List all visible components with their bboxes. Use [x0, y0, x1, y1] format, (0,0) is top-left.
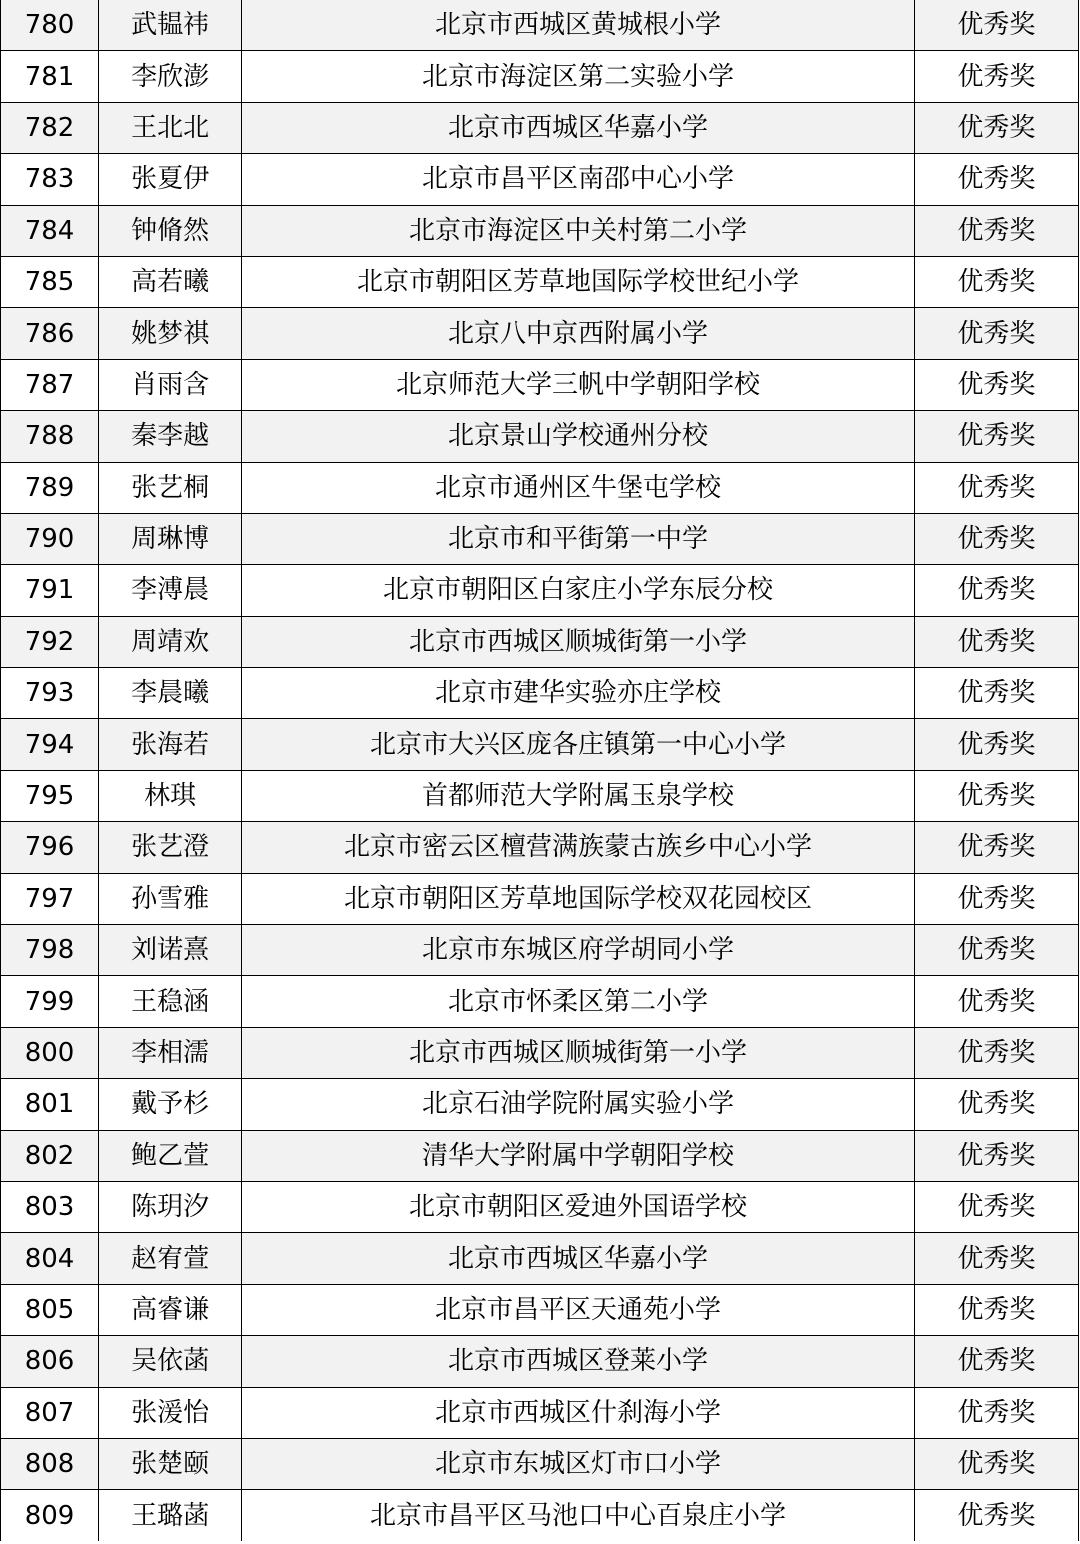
school-name-cell: 北京八中京西附属小学 [242, 308, 915, 359]
table-row [1, 1027, 1079, 1078]
row-number-cell: 801 [1, 1079, 99, 1130]
student-name-cell: 王北北 [99, 102, 242, 153]
school-name-cell: 北京市海淀区中关村第二小学 [242, 205, 915, 256]
table-row [1, 925, 1079, 976]
award-cell: 优秀奖 [914, 359, 1078, 410]
award-cell: 优秀奖 [914, 1387, 1078, 1438]
row-number-cell: 784 [1, 205, 99, 256]
student-name-cell: 李欣澎 [99, 51, 242, 102]
award-cell: 优秀奖 [914, 1490, 1078, 1541]
student-name-cell: 陈玥汐 [99, 1181, 242, 1232]
table-row [1, 822, 1079, 873]
school-name-cell: 北京市西城区华嘉小学 [242, 102, 915, 153]
table-row [1, 1336, 1079, 1387]
student-name-cell: 林琪 [99, 770, 242, 821]
school-name-cell: 北京市西城区华嘉小学 [242, 1233, 915, 1284]
row-number-cell: 782 [1, 102, 99, 153]
student-name-cell: 李溥晨 [99, 565, 242, 616]
row-number-cell: 799 [1, 976, 99, 1027]
award-cell: 优秀奖 [914, 1181, 1078, 1232]
award-cell: 优秀奖 [914, 1336, 1078, 1387]
student-name-cell: 赵宥萱 [99, 1233, 242, 1284]
school-name-cell: 北京市朝阳区芳草地国际学校双花园校区 [242, 873, 915, 924]
school-name-cell: 北京市昌平区天通苑小学 [242, 1284, 915, 1335]
table-row [1, 1130, 1079, 1181]
row-number-cell: 803 [1, 1181, 99, 1232]
award-cell: 优秀奖 [914, 1438, 1078, 1489]
student-name-cell: 张湲怡 [99, 1387, 242, 1438]
student-name-cell: 王稳涵 [99, 976, 242, 1027]
table-row [1, 668, 1079, 719]
school-name-cell: 北京市西城区登莱小学 [242, 1336, 915, 1387]
school-name-cell: 北京市西城区黄城根小学 [242, 0, 915, 51]
school-name-cell: 北京市海淀区第二实验小学 [242, 51, 915, 102]
student-name-cell: 王璐菡 [99, 1490, 242, 1541]
school-name-cell: 北京市和平街第一中学 [242, 513, 915, 564]
student-name-cell: 钟脩然 [99, 205, 242, 256]
award-cell: 优秀奖 [914, 873, 1078, 924]
student-name-cell: 高睿谦 [99, 1284, 242, 1335]
school-name-cell: 北京石油学院附属实验小学 [242, 1079, 915, 1130]
row-number-cell: 809 [1, 1490, 99, 1541]
school-name-cell: 北京市建华实验亦庄学校 [242, 668, 915, 719]
table-row [1, 513, 1079, 564]
row-number-cell: 800 [1, 1027, 99, 1078]
table-row [1, 102, 1079, 153]
row-number-cell: 805 [1, 1284, 99, 1335]
student-name-cell: 秦李越 [99, 411, 242, 462]
award-cell: 优秀奖 [914, 205, 1078, 256]
award-cell: 优秀奖 [914, 256, 1078, 307]
student-name-cell: 张楚颐 [99, 1438, 242, 1489]
student-name-cell: 吴依菡 [99, 1336, 242, 1387]
school-name-cell: 北京市西城区顺城街第一小学 [242, 616, 915, 667]
table-row [1, 616, 1079, 667]
award-cell: 优秀奖 [914, 1027, 1078, 1078]
school-name-cell: 北京市通州区牛堡屯学校 [242, 462, 915, 513]
row-number-cell: 794 [1, 719, 99, 770]
table-row [1, 0, 1079, 51]
student-name-cell: 姚梦祺 [99, 308, 242, 359]
row-number-cell: 798 [1, 925, 99, 976]
student-name-cell: 高若曦 [99, 256, 242, 307]
school-name-cell: 北京师范大学三帆中学朝阳学校 [242, 359, 915, 410]
student-name-cell: 肖雨含 [99, 359, 242, 410]
table-row [1, 205, 1079, 256]
table-row [1, 359, 1079, 410]
award-cell: 优秀奖 [914, 565, 1078, 616]
table-body [1, 0, 1079, 1541]
award-cell: 优秀奖 [914, 51, 1078, 102]
table-row [1, 1284, 1079, 1335]
award-cell: 优秀奖 [914, 822, 1078, 873]
table-row [1, 770, 1079, 821]
school-name-cell: 北京市怀柔区第二小学 [242, 976, 915, 1027]
award-cell: 优秀奖 [914, 719, 1078, 770]
row-number-cell: 796 [1, 822, 99, 873]
student-name-cell: 张艺桐 [99, 462, 242, 513]
student-name-cell: 张海若 [99, 719, 242, 770]
award-cell: 优秀奖 [914, 0, 1078, 51]
table-row [1, 1387, 1079, 1438]
row-number-cell: 783 [1, 154, 99, 205]
student-name-cell: 李相濡 [99, 1027, 242, 1078]
student-name-cell: 周靖欢 [99, 616, 242, 667]
award-cell: 优秀奖 [914, 1233, 1078, 1284]
table-row [1, 411, 1079, 462]
table-row [1, 565, 1079, 616]
award-cell: 优秀奖 [914, 1130, 1078, 1181]
award-cell: 优秀奖 [914, 668, 1078, 719]
student-name-cell: 张夏伊 [99, 154, 242, 205]
student-name-cell: 李晨曦 [99, 668, 242, 719]
row-number-cell: 793 [1, 668, 99, 719]
school-name-cell: 北京市西城区顺城街第一小学 [242, 1027, 915, 1078]
award-cell: 优秀奖 [914, 513, 1078, 564]
school-name-cell: 北京市密云区檀营满族蒙古族乡中心小学 [242, 822, 915, 873]
row-number-cell: 802 [1, 1130, 99, 1181]
table-row [1, 154, 1079, 205]
row-number-cell: 781 [1, 51, 99, 102]
school-name-cell: 清华大学附属中学朝阳学校 [242, 1130, 915, 1181]
table-row [1, 976, 1079, 1027]
row-number-cell: 804 [1, 1233, 99, 1284]
row-number-cell: 786 [1, 308, 99, 359]
table-row [1, 873, 1079, 924]
row-number-cell: 785 [1, 256, 99, 307]
row-number-cell: 792 [1, 616, 99, 667]
row-number-cell: 795 [1, 770, 99, 821]
student-name-cell: 孙雪雅 [99, 873, 242, 924]
award-cell: 优秀奖 [914, 308, 1078, 359]
award-cell: 优秀奖 [914, 102, 1078, 153]
award-cell: 优秀奖 [914, 154, 1078, 205]
table-row [1, 256, 1079, 307]
student-name-cell: 刘诺熹 [99, 925, 242, 976]
table-row [1, 462, 1079, 513]
row-number-cell: 797 [1, 873, 99, 924]
table-row [1, 1490, 1079, 1541]
row-number-cell: 788 [1, 411, 99, 462]
award-cell: 优秀奖 [914, 770, 1078, 821]
row-number-cell: 808 [1, 1438, 99, 1489]
row-number-cell: 789 [1, 462, 99, 513]
award-cell: 优秀奖 [914, 462, 1078, 513]
table-row [1, 1079, 1079, 1130]
student-name-cell: 张艺澄 [99, 822, 242, 873]
table-row [1, 719, 1079, 770]
school-name-cell: 北京景山学校通州分校 [242, 411, 915, 462]
table-row [1, 1233, 1079, 1284]
school-name-cell: 北京市东城区灯市口小学 [242, 1438, 915, 1489]
student-name-cell: 鲍乙萱 [99, 1130, 242, 1181]
student-name-cell: 戴予杉 [99, 1079, 242, 1130]
row-number-cell: 807 [1, 1387, 99, 1438]
award-cell: 优秀奖 [914, 411, 1078, 462]
row-number-cell: 787 [1, 359, 99, 410]
school-name-cell: 北京市西城区什刹海小学 [242, 1387, 915, 1438]
table-row [1, 51, 1079, 102]
award-cell: 优秀奖 [914, 925, 1078, 976]
school-name-cell: 北京市朝阳区白家庄小学东辰分校 [242, 565, 915, 616]
award-cell: 优秀奖 [914, 616, 1078, 667]
student-name-cell: 周琳博 [99, 513, 242, 564]
award-cell: 优秀奖 [914, 1079, 1078, 1130]
school-name-cell: 北京市大兴区庞各庄镇第一中心小学 [242, 719, 915, 770]
school-name-cell: 北京市昌平区南邵中心小学 [242, 154, 915, 205]
row-number-cell: 806 [1, 1336, 99, 1387]
school-name-cell: 北京市朝阳区爱迪外国语学校 [242, 1181, 915, 1232]
school-name-cell: 北京市朝阳区芳草地国际学校世纪小学 [242, 256, 915, 307]
table-row [1, 1438, 1079, 1489]
table-row [1, 308, 1079, 359]
row-number-cell: 780 [1, 0, 99, 51]
school-name-cell: 北京市东城区府学胡同小学 [242, 925, 915, 976]
award-cell: 优秀奖 [914, 1284, 1078, 1335]
row-number-cell: 791 [1, 565, 99, 616]
table-row [1, 1181, 1079, 1232]
award-cell: 优秀奖 [914, 976, 1078, 1027]
student-name-cell: 武韫祎 [99, 0, 242, 51]
school-name-cell: 北京市昌平区马池口中心百泉庄小学 [242, 1490, 915, 1541]
row-number-cell: 790 [1, 513, 99, 564]
school-name-cell: 首都师范大学附属玉泉学校 [242, 770, 915, 821]
